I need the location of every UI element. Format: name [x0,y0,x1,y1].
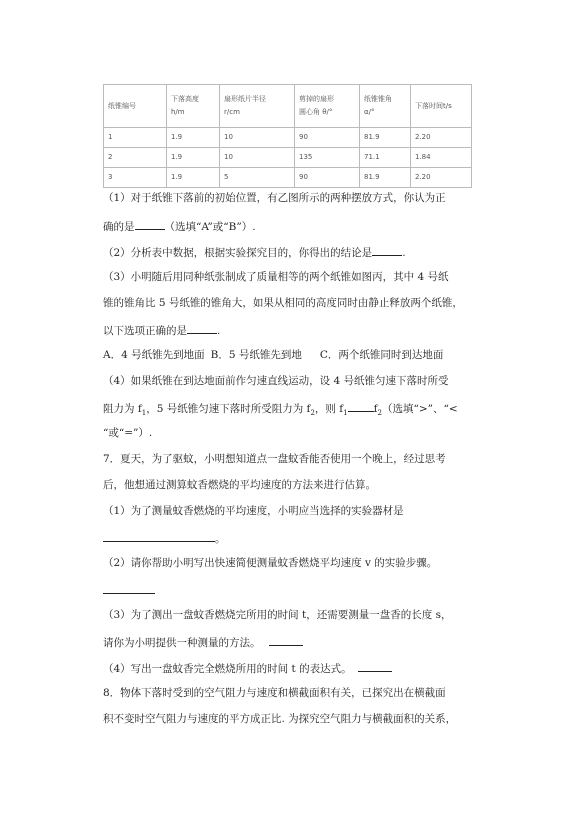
header-text: 下落高度 [171,95,199,103]
question-6-3-line-2: 锥的锥角比 5 号纸锥的锥角大，如果从相同的高度同时由静止释放两个纸锥， [103,297,463,309]
subscript: 2 [310,409,315,418]
header-text: 扇形纸片半径 [224,95,266,103]
answer-blank[interactable] [372,244,402,256]
table-cell: 2 [104,148,167,168]
table-cell: 1.9 [167,148,220,168]
question-6-3-options [103,348,443,362]
header-unit: α/° [364,108,375,116]
question-6-4-line-2 [103,400,458,420]
table-cell: 5 [220,168,295,188]
table-cell: 1.9 [167,128,220,148]
table-header-row [104,85,472,128]
text-segment: （4）写出一盘蚊香完全燃烧所用的时间 t 的表达式。 [103,663,352,675]
text-segment: ，5 号纸锥匀速下落时所受阻力为 f [146,403,311,415]
text-segment: （选填“A”或“B”）. [164,221,256,233]
subscript: 1 [343,409,348,418]
table-cell: 81.9 [360,128,411,148]
table-row [104,148,472,168]
question-7-1-line: （1）为了测量蚊香燃烧的平均速度，小明应当选择的实验器材是 [103,505,404,517]
header-unit: r/cm [224,108,240,116]
table-header-cell [411,85,472,128]
table-cell: 2.20 [411,168,472,188]
table-header-cell [104,85,167,128]
question-7-3-line-2 [103,634,303,650]
question-7-2-answer [103,582,155,598]
option-c: C．两个纸锥同时到达地面 [319,349,444,361]
header-text: 剪掉的扇形 [299,95,334,103]
answer-blank[interactable] [135,218,165,230]
table-header-cell [360,85,411,128]
option-b: B．5 号纸锥先到地 [210,349,302,361]
answer-blank[interactable] [348,400,374,412]
question-8-line-1: 8．物体下落时受到的空气阻力与速度和横截面积有关，已探究出在横截面 [103,687,446,699]
option-a: A．4 号纸锥先到地面 [103,349,205,361]
header-text: 下落时间t/s [415,101,452,110]
text-segment: 确的是 [103,221,135,233]
answer-blank[interactable] [269,634,303,646]
text-segment: . [402,247,406,259]
question-6-3-line-1: （3）小明随后用同种纸张制成了质量相等的两个纸锥如图丙，其中 4 号纸 [103,271,449,283]
question-6-4-line-3: “或“=”）. [103,427,153,439]
question-7-3-line-1: （3）为了测出一盘蚊香燃烧完所用的时间 t，还需要测量一盘香的长度 s， [103,609,452,621]
text-segment: 。 [215,533,226,545]
answer-blank[interactable] [103,582,155,594]
table-cell: 90 [295,168,360,188]
text-segment: 以下选项正确的是 [103,325,187,337]
table-cell: 3 [104,168,167,188]
text-segment: ，则 f [314,403,344,415]
answer-blank[interactable] [103,530,215,542]
table-cell: 1.9 [167,168,220,188]
question-6-3-line-3 [103,322,220,338]
table-cell: 1.84 [411,148,472,168]
answer-blank[interactable] [358,660,392,672]
text-segment: . [217,325,221,337]
table-cell: 2.20 [411,128,472,148]
subscript: 1 [141,409,147,418]
table-header-cell [220,85,295,128]
header-text: 纸锥编号 [108,101,136,110]
table-cell: 90 [295,128,360,148]
header-unit: 圆心角 θ/° [299,108,333,116]
question-7-1-answer [103,530,226,546]
answer-blank[interactable] [187,322,217,334]
question-7-line-1: 7．夏天，为了驱蚊，小明想知道点一盘蚊香能否使用一个晚上，经过思考 [103,453,446,465]
table-cell: 10 [220,148,295,168]
question-7-2-line: （2）请你帮助小明写出快速简便测量蚊香燃烧平均速度 v 的实验步骤。 [103,557,438,569]
text-segment: 阻力为 f [103,403,142,415]
data-table [103,84,472,188]
table-cell: 1 [104,128,167,148]
question-6-4-line-1: （4）如果纸锥在到达地面前作匀速直线运动，设 4 号纸锥匀速下落时所受 [103,375,449,387]
text-segment: 请你为小明提供一种测量的方法。 [103,637,261,649]
question-7-line-2: 后，他想通过测算蚊香燃烧的平均速度的方法来进行估算。 [103,479,376,491]
question-7-4-line [103,660,392,676]
question-6-1-line-1: （1）对于纸锥下落前的初始位置，有乙图所示的两种摆放方式，你认为正 [103,192,446,204]
question-6-2-line [103,244,406,260]
table-row [104,168,472,188]
table-header-cell [167,85,220,128]
text-segment: f [373,403,378,415]
table-header-cell [295,85,360,128]
table-cell: 135 [295,148,360,168]
subscript: 2 [377,409,382,418]
table-row [104,128,472,148]
header-text: 纸锥锥角 [364,95,392,103]
table-cell: 71.1 [360,148,411,168]
table-cell: 81.9 [360,168,411,188]
text-segment: （2）分析表中数据，根据实验探究目的，你得出的结论是 [103,247,373,259]
question-6-1-line-2 [103,218,256,234]
table-cell: 10 [220,128,295,148]
text-segment: （选填“>”、“< [381,403,458,415]
question-8-line-2: 积不变时空气阻力与速度的平方成正比. 为探究空气阻力与横截面积的关系， [103,713,457,725]
header-unit: h/m [171,108,185,116]
